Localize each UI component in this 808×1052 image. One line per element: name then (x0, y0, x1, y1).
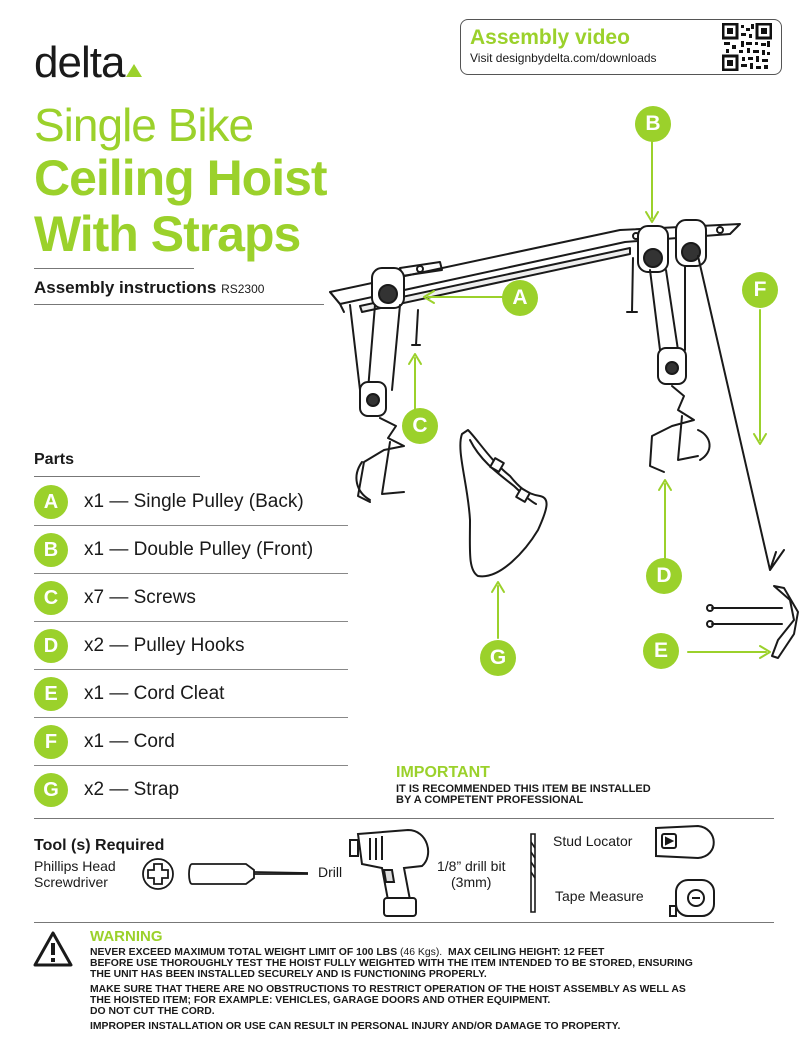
warning-line: THE HOISTED ITEM; FOR EXAMPLE: VEHICLES, GARAGE DOORS AND OTHER EQUIPMENT. (90, 995, 551, 1006)
part-badge: E (34, 677, 68, 711)
warning-triangle-icon (32, 930, 74, 968)
callout-e: E (643, 633, 679, 669)
part-label: x1 — Cord (84, 731, 175, 752)
drill-bit-icon (526, 832, 540, 914)
tool-label-line: (3mm) (451, 874, 492, 890)
warning-text: NEVER EXCEED MAXIMUM TOTAL WEIGHT LIMIT OF 100 LBS (90, 947, 398, 958)
part-badge: G (34, 773, 68, 807)
warning-metric: (46 Kgs). (400, 947, 443, 958)
video-url[interactable]: Visit designbydelta.com/downloads (470, 51, 657, 65)
brand-logo: delta (34, 38, 142, 88)
stud-locator-label: Stud Locator (553, 833, 633, 849)
part-label: x2 — Pulley Hooks (84, 635, 245, 656)
drill-icon (348, 826, 438, 918)
subtitle-divider (34, 304, 324, 305)
video-title: Assembly video (470, 26, 630, 49)
title-line-2: Ceiling Hoist (34, 150, 327, 206)
parts-heading: Parts (34, 451, 75, 468)
warning-line: MAKE SURE THAT THERE ARE NO OBSTRUCTIONS TO RESTRICT OPERATION OF THE HOIST ASSEMBLY AS WELL AS (90, 984, 686, 995)
parts-divider (34, 476, 200, 477)
qr-code-icon[interactable] (722, 23, 772, 71)
tools-divider-bottom (34, 922, 774, 923)
back-pulley (350, 268, 404, 502)
part-badge: D (34, 629, 68, 663)
part-badge: C (34, 581, 68, 615)
tools-heading: Tool (s) Required (34, 837, 165, 854)
tool-label-line: Phillips Head (34, 858, 116, 874)
title-main (34, 150, 327, 262)
logo-triangle-icon (126, 64, 142, 77)
screwdriver-label (34, 858, 116, 890)
warning-text: MAX CEILING HEIGHT: 12 FEET (447, 947, 605, 958)
part-row-f (34, 718, 348, 766)
warning-weight-limit (90, 947, 790, 958)
tool-label-line: Screwdriver (34, 874, 108, 890)
stud-locator-icon (652, 822, 722, 862)
part-badge: B (34, 533, 68, 567)
warning-line: IMPROPER INSTALLATION OR USE CAN RESULT IN PERSONAL INJURY AND/OR DAMAGE TO PROPERTY. (90, 1021, 621, 1032)
part-label: x2 — Strap (84, 779, 180, 800)
screwdriver-icon (142, 852, 312, 896)
cord-cleat (707, 586, 798, 658)
warning-line: DO NOT CUT THE CORD. (90, 1006, 215, 1017)
callout-f: F (742, 272, 778, 308)
tape-measure-label: Tape Measure (555, 888, 644, 904)
part-label: x1 — Single Pulley (Back) (84, 491, 304, 512)
callout-g: G (480, 640, 516, 676)
callout-c: C (402, 408, 438, 444)
title-line-3: With Straps (34, 206, 301, 262)
important-line: IT IS RECOMMENDED THIS ITEM BE INSTALLED (396, 783, 651, 795)
part-row-g (34, 766, 348, 814)
warning-heading: WARNING (90, 928, 163, 945)
part-badge: A (34, 485, 68, 519)
callout-a: A (502, 280, 538, 316)
assembly-subtitle: Assembly instructions RS2300 (34, 278, 265, 297)
part-label: x1 — Cord Cleat (84, 683, 225, 704)
tool-label-line: 1/8” drill bit (437, 858, 506, 874)
strap (460, 430, 546, 576)
part-label: x1 — Double Pulley (Front) (84, 539, 314, 560)
important-heading: IMPORTANT (396, 764, 490, 781)
tape-measure-icon (668, 876, 718, 920)
part-badge: F (34, 725, 68, 759)
warning-line: BEFORE USE THOROUGHLY TEST THE HOIST FULLY WEIGHTED WITH THE ITEM INTENDED TO BE STORED, ENSURING (90, 958, 693, 969)
drill-label: Drill (318, 864, 343, 880)
important-line: BY A COMPETENT PROFESSIONAL (396, 794, 584, 806)
part-label: x7 — Screws (84, 587, 196, 608)
hoist-diagram (300, 100, 808, 680)
title-divider (34, 268, 194, 269)
model-number: RS2300 (221, 282, 265, 296)
warning-line: THE UNIT HAS BEEN INSTALLED SECURELY AND IS FUNCTIONING PROPERLY. (90, 969, 487, 980)
tools-divider-top (34, 818, 774, 819)
drill-bit-label (437, 858, 505, 890)
title-line-1: Single Bike (34, 99, 254, 151)
callout-d: D (646, 558, 682, 594)
important-text (396, 784, 696, 806)
callout-b: B (635, 106, 671, 142)
